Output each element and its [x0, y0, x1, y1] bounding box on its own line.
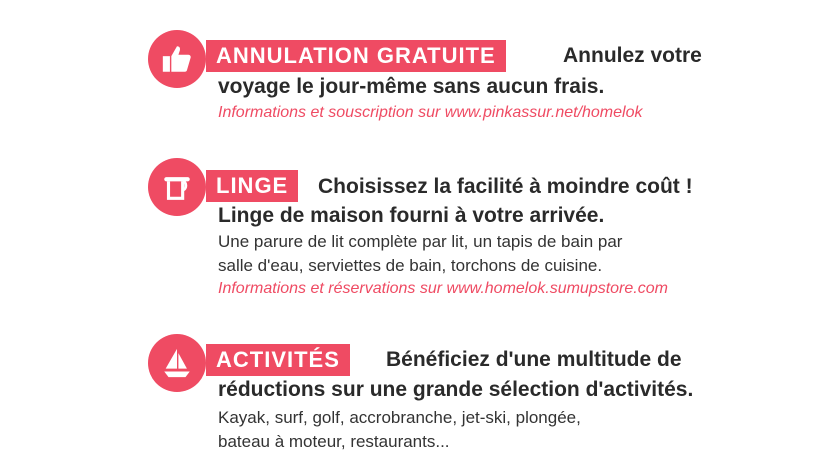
sailboat-icon — [160, 346, 194, 380]
headline-part2: réductions sur une grande sélection d'activités. — [218, 378, 694, 401]
badge-title: LINGE — [206, 170, 298, 202]
towel-icon — [160, 170, 194, 204]
thumbs-up-icon — [160, 42, 194, 76]
info-link[interactable]: Informations et réservations sur www.homelok.sumupstore.com — [218, 280, 668, 297]
badge-title: ACTIVITÉS — [206, 344, 350, 376]
headline-part2: voyage le jour-même sans aucun frais. — [218, 75, 605, 98]
headline-part1: Annulez votre — [563, 44, 702, 67]
section-linge — [148, 158, 708, 308]
section-activites — [148, 330, 708, 460]
headline-part2: Linge de maison fourni à votre arrivée. — [218, 204, 605, 227]
body-line1: Une parure de lit complète par lit, un tapis de bain par — [218, 232, 623, 251]
section-annulation — [148, 26, 708, 126]
icon-badge — [148, 158, 206, 216]
badge-title: ANNULATION GRATUITE — [206, 40, 506, 72]
info-link[interactable]: Informations et souscription sur www.pinkassur.net/homelok — [218, 104, 643, 121]
body-line1: Kayak, surf, golf, accrobranche, jet-ski, plongée, — [218, 408, 581, 427]
body-line2: bateau à moteur, restaurants... — [218, 432, 450, 451]
headline-part1: Choisissez la facilité à moindre coût ! — [318, 175, 693, 198]
headline-part1: Bénéficiez d'une multitude de — [386, 348, 682, 371]
body-line2: salle d'eau, serviettes de bain, torchons de cuisine. — [218, 256, 603, 275]
icon-badge — [148, 334, 206, 392]
icon-badge — [148, 30, 206, 88]
